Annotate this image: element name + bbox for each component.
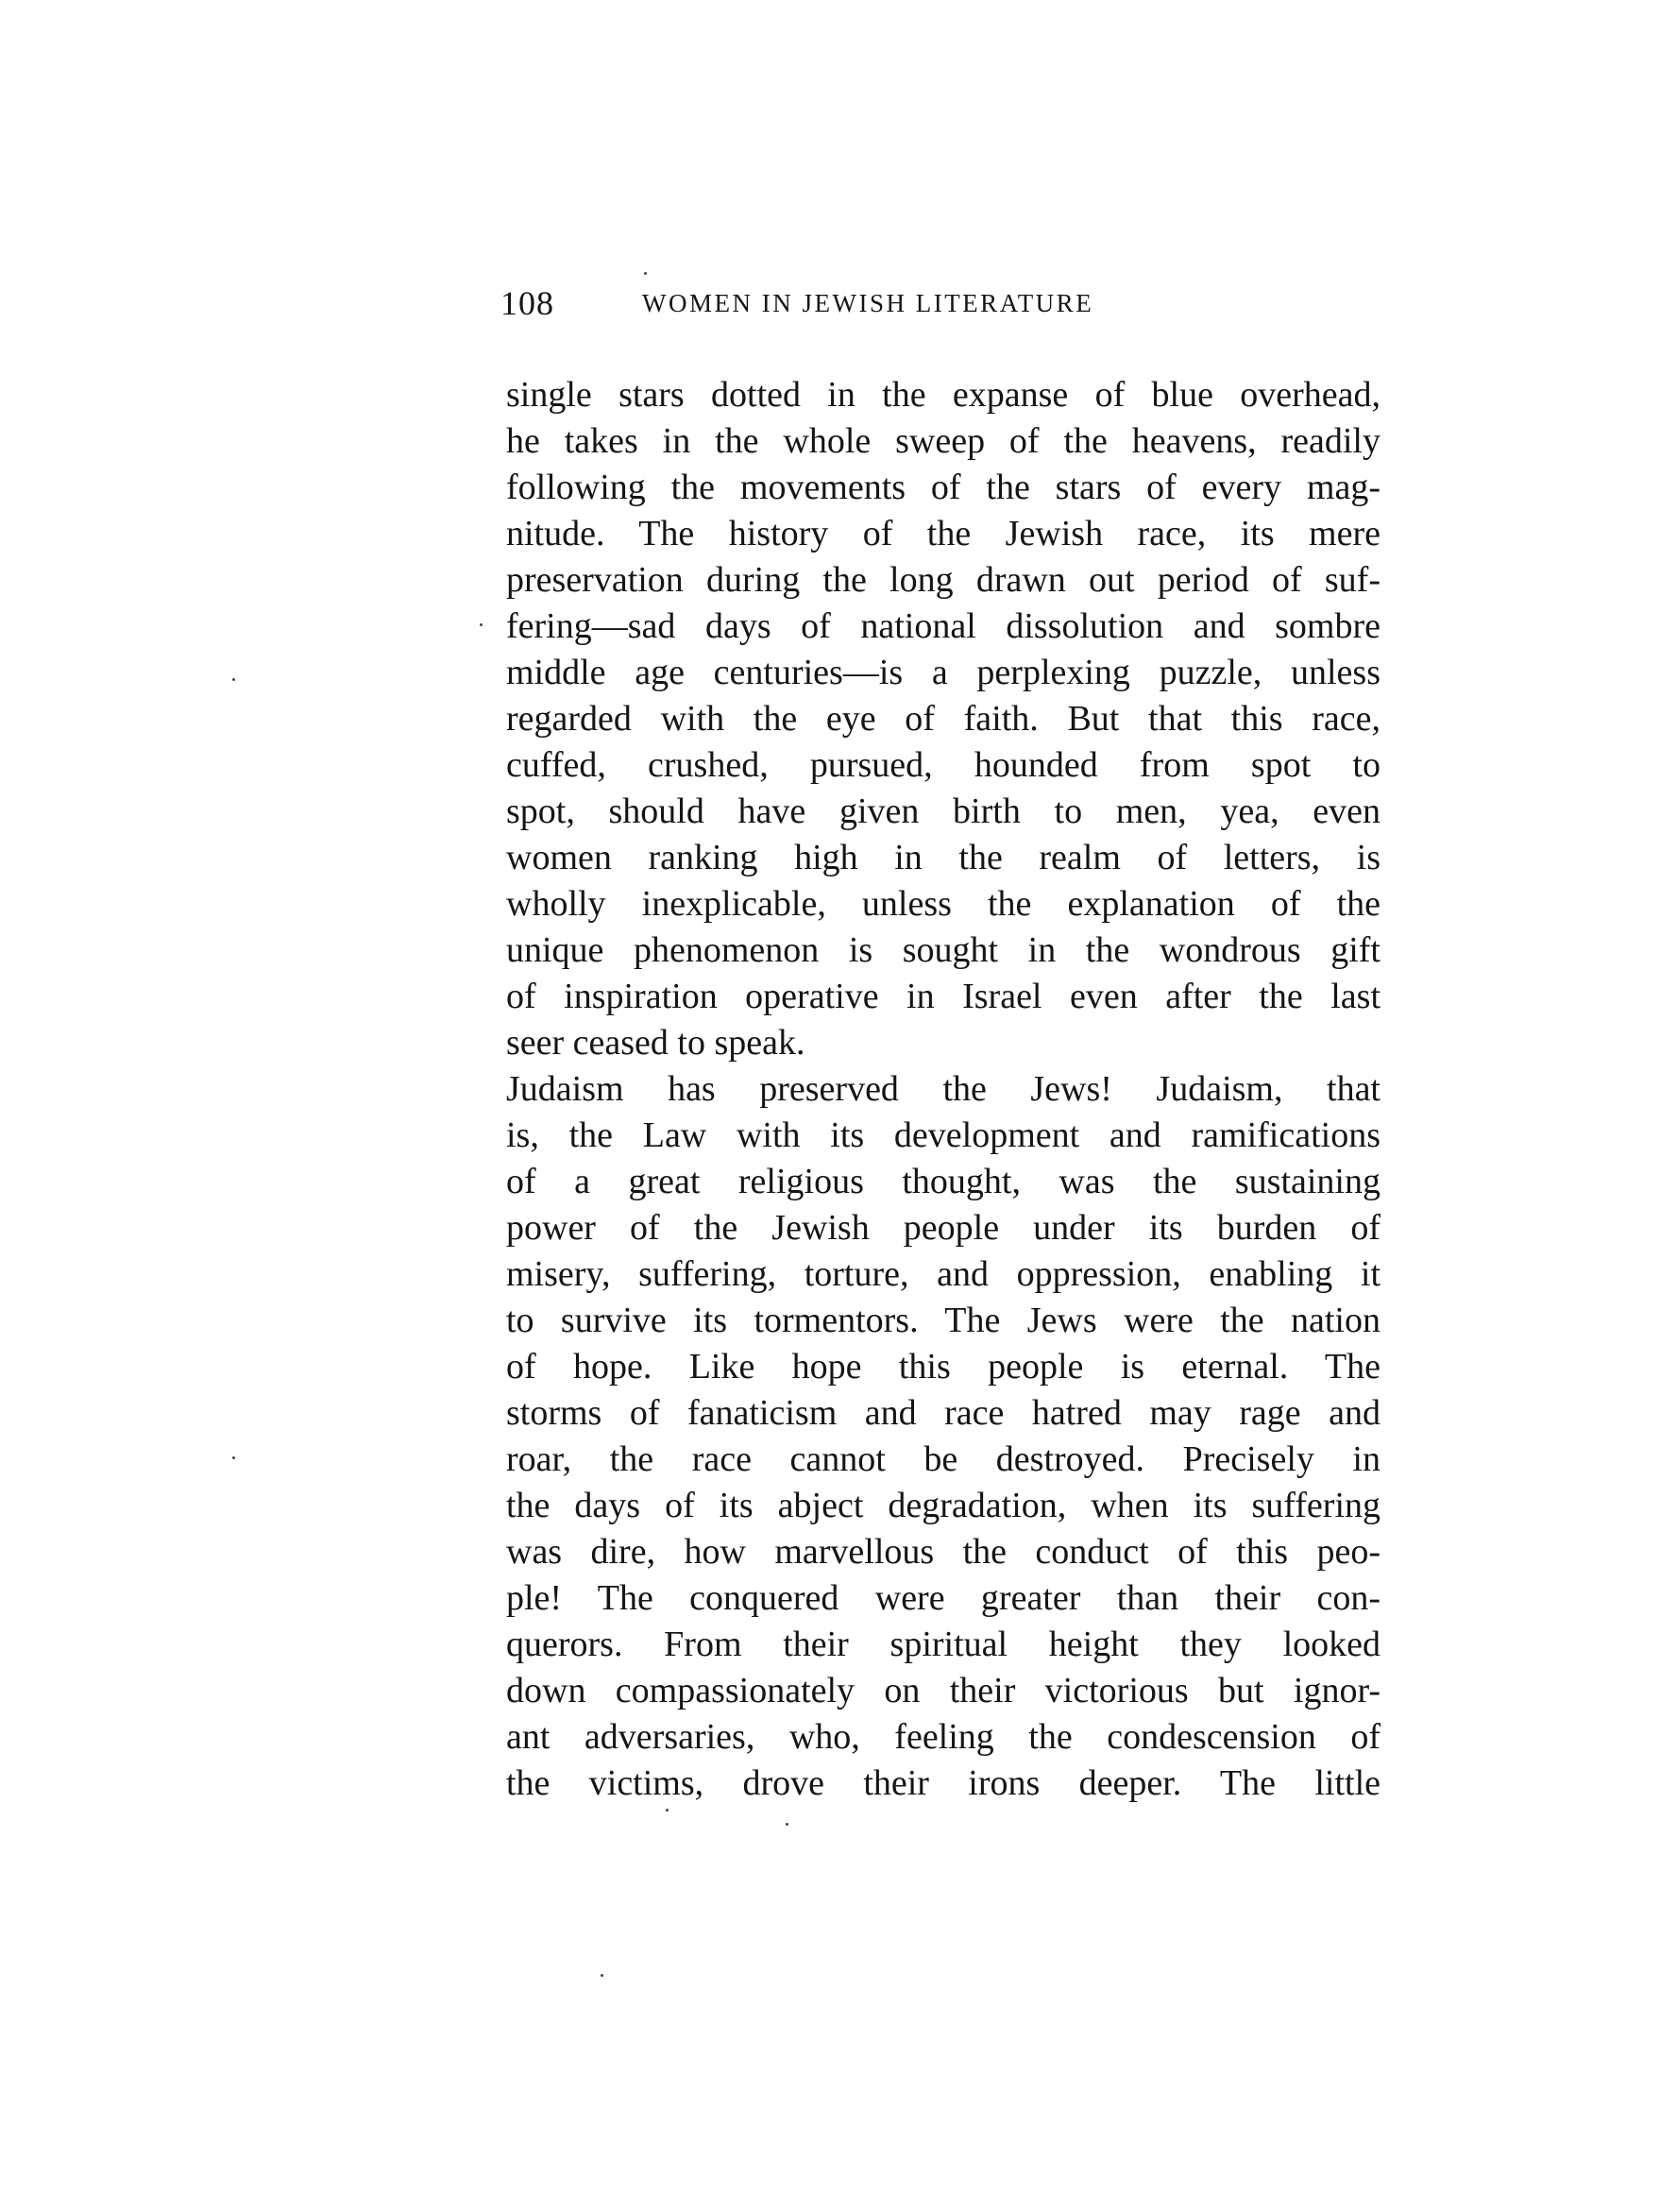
text-line: unique phenomenon is sought in the wondrous gift bbox=[506, 930, 1381, 970]
page-number: 108 bbox=[500, 284, 554, 322]
text-line: was dire, how marvellous the conduct of this peo- bbox=[506, 1532, 1381, 1572]
scan-speck bbox=[666, 1809, 669, 1812]
body-text bbox=[506, 372, 1381, 1807]
text-line: ant adversaries, who, feeling the condescension of bbox=[506, 1717, 1381, 1757]
running-title: WOMEN IN JEWISH LITERATURE bbox=[642, 289, 1094, 317]
text-line: women ranking high in the realm of letters, is bbox=[506, 838, 1381, 877]
text-line: spot, should have given birth to men, yea, even bbox=[506, 791, 1381, 831]
text-line: the days of its abject degradation, when its suffering bbox=[506, 1486, 1381, 1525]
scan-speck bbox=[232, 678, 235, 681]
text-line: the victims, drove their irons deeper. The little bbox=[506, 1763, 1381, 1803]
scan-speck bbox=[786, 1823, 788, 1826]
text-line: querors. From their spiritual height they looked bbox=[506, 1625, 1381, 1664]
text-line: seer ceased to speak. bbox=[506, 1023, 805, 1063]
text-line: to survive its tormentors. The Jews were the nation bbox=[506, 1301, 1381, 1340]
paragraph-1 bbox=[506, 372, 1381, 1066]
scan-speck bbox=[480, 623, 483, 626]
text-line: cuffed, crushed, pursued, hounded from spot to bbox=[506, 745, 1381, 785]
scan-speck bbox=[601, 1974, 603, 1977]
text-line: following the movements of the stars of every mag- bbox=[506, 468, 1381, 507]
text-line: wholly inexplicable, unless the explanation of the bbox=[506, 884, 1381, 924]
text-line: middle age centuries—is a perplexing puzzle, unless bbox=[506, 653, 1381, 692]
text-line: regarded with the eye of faith. But that this race, bbox=[506, 699, 1381, 739]
text-line: ple! The conquered were greater than their con- bbox=[506, 1578, 1381, 1618]
text-line: preservation during the long drawn out period of suf- bbox=[506, 560, 1381, 600]
text-line: of a great religious thought, was the sustaining bbox=[506, 1162, 1381, 1201]
text-line: Judaism has preserved the Jews! Judaism, that bbox=[506, 1069, 1381, 1109]
text-line: of inspiration operative in Israel even after the last bbox=[506, 977, 1381, 1016]
text-line: of hope. Like hope this people is eternal. The bbox=[506, 1347, 1381, 1387]
scan-speck bbox=[232, 1456, 235, 1459]
scan-speck bbox=[644, 272, 647, 275]
paragraph-2 bbox=[506, 1066, 1381, 1807]
text-line: down compassionately on their victorious but ignor- bbox=[506, 1671, 1381, 1710]
running-head bbox=[500, 283, 1371, 321]
text-line: he takes in the whole sweep of the heavens, readily bbox=[506, 421, 1381, 461]
text-line: storms of fanaticism and race hatred may rage and bbox=[506, 1393, 1381, 1433]
text-line: misery, suffering, torture, and oppression, enabling it bbox=[506, 1254, 1381, 1294]
text-line: is, the Law with its development and ramifications bbox=[506, 1115, 1381, 1155]
text-line: roar, the race cannot be destroyed. Precisely in bbox=[506, 1439, 1381, 1479]
text-line: power of the Jewish people under its burden of bbox=[506, 1208, 1381, 1248]
text-line: nitude. The history of the Jewish race, its mere bbox=[506, 514, 1381, 553]
text-line: single stars dotted in the expanse of blue overhead, bbox=[506, 375, 1381, 415]
text-line: fering—sad days of national dissolution and sombre bbox=[506, 606, 1381, 646]
